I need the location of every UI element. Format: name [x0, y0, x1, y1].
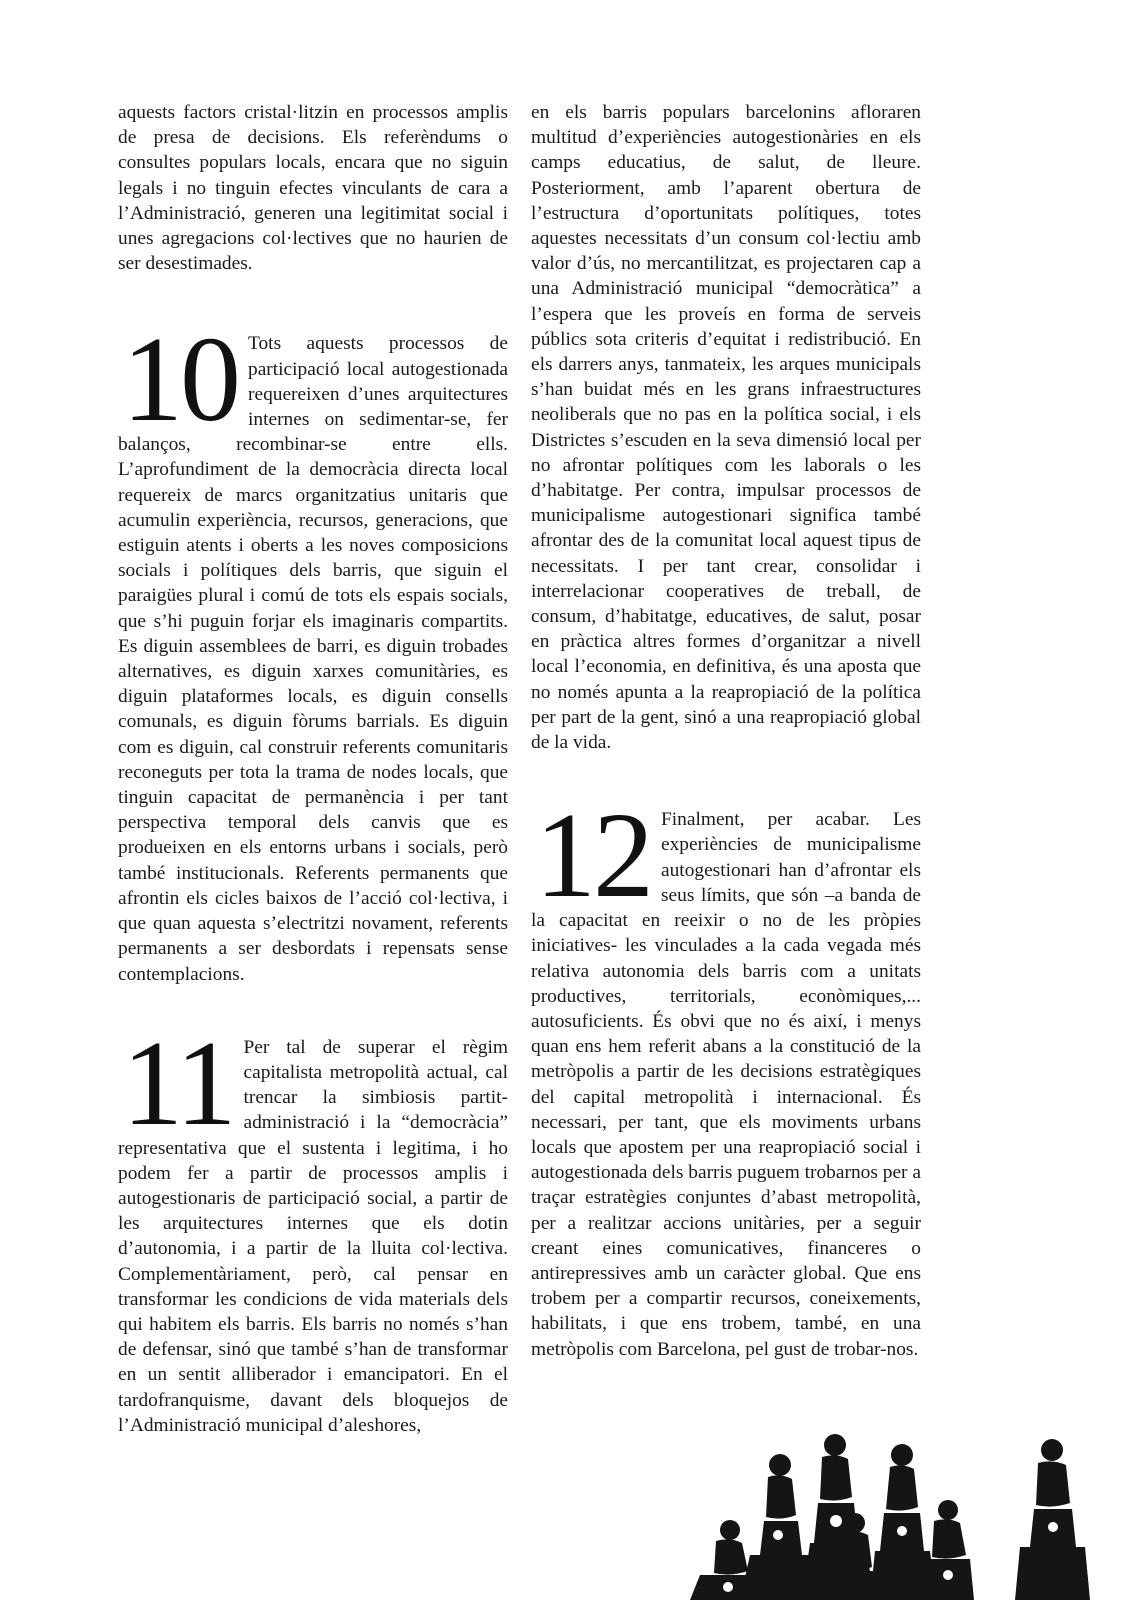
section-12-text: Finalment, per acabar. Les experiències de municipalisme autogestionari han d’afrontar els seus límits, que són –a banda de la capacitat en reeixir o no de les pròpies iniciatives- les vinculades a la cada vegada més relativa autonomia dels barris com a unitats productives, territorials, econòmiques,... autosuficients. És obvi que no és així, i menys quan ens hem referit abans a la constitució de la metròpolis a partir de les decisions estratègiques del capital metropolità i internacional. És necessari, per tant, que els moviments urbans locals que apostem per una reapropiació social i autogestionada dels barris puguem trobarnos per a traçar estratègies conjuntes d’abast metropolità, per a realitzar accions unitàries, per a seguir creant eines comunicatives, financeres o antirepressives amb un caràcter global. Que ens trobem per a compartir recursos, coneixements, habilitats, i que ens trobem, també, en una metròpolis com Barcelona, pel gust de trobar-nos. — [531, 809, 921, 1360]
right-column — [531, 100, 921, 1362]
section-10-text: Tots aquests processos de participació local autogestionada requereixen d’unes arquitectures internes on sedimentar-se, fer balanços, recombinar-se entre ells. L’aprofundiment de la democràcia directa local requereix de marcs organitzatius unitaris que acumulin experiència, recursos, generacions, que estiguin atents i oberts a les noves composicions socials i polítiques dels barris, que siguin el paraigües plural i comú de tots els espais socials, que s’hi puguin forjar els imaginaris compartits. Es diguin assemblees de barri, es diguin trobades alternatives, es diguin xarxes comunitàries, es diguin plataformes locals, es diguin consells comunals, es diguin fòrums barrials. Es diguin com es diguin, cal construir referents comunitaris reconeguts per tota la trama de nodes locals, que tinguin capacitat de permanència i per tant perspectiva temporal dels canvis que es produeixen en els entorns urbans i socials, però també institucionals. Referents permanents que afrontin els cicles baixos de l’acció col·lectiva, i que quan aquesta s’electritzi novament, referents permanents a ser desbordats i repensats sense contemplacions. — [118, 333, 508, 985]
section-12 — [531, 807, 921, 1361]
section-10-number: 10 — [122, 331, 238, 448]
section-10 — [118, 331, 508, 986]
section-11-number: 11 — [122, 1034, 234, 1151]
figure-7 — [1030, 1439, 1076, 1547]
section-11 — [118, 1035, 508, 1438]
section-11-text: Per tal de superar el règim capitalista metropolità actual, cal trencar la simbiosis partit-administració i la “democràcia” representativa que el sustenta i legitima, i ho podem fer a partir de processos amplis i autogestionaris de participació social, a partir de les arquitectures internes que els dotin d’autonomia, i a partir de la lluita col·lectiva. Complementàriament, però, cal pensar en transformar les condicions de vida materials dels qui habitem els barris. Els barris no només s’han de defensar, sinó que també s’han de transformar en un sentit alliberador i emancipatori. En el tardofranquisme, davant dels bloquejos de l’Administració municipal d’aleshores, — [118, 1036, 508, 1436]
figure-1 — [760, 1454, 802, 1555]
left-column — [118, 100, 508, 1438]
section-12-number: 12 — [535, 807, 651, 924]
continuation-paragraph: en els barris populars barcelonins afloraren multitud d’experiències autogestionàries en els camps educatius, de salut, de lleure. Posteriorment, amb l’aparent obertura de l’estructura d’oportunitats polítiques, totes aquestes necessitats d’un consum col·lectiu amb valor d’ús, no mercantilitzat, es projectaren cap a una Administració municipal “democràtica” a l’espera que les proveís en forma de serveis públics sota criteris d’equitat i redistribució. En els darrers anys, tanmateix, les arques municipals s’han buidat més en les grans infraestructures neoliberals que no pas en la política social, i els Districtes s’escuden en la seva dimensió local per no afrontar polítiques com les laborals o les d’habitatge. Per contra, impulsar processos de municipalisme autogestionari significa també afrontar des de la comunitat local aquest tipus de necessitats. I per tant crear, consolidar i interrelacionar cooperatives de treball, de consum, d’habitatge, educatives, de salut, posar en pràctica altres formes d’organitzar a nivell local l’economia, en definitiva, és una aposta que no només apunta a la reapropiació de la política per part de la gent, sinó a una reapropiació global de la vida. — [531, 102, 921, 754]
protest-photo-collage — [690, 1425, 1126, 1600]
figure-3 — [880, 1444, 924, 1551]
intro-paragraph: aquests factors cristal·litzin en processos amplis de presa de decisions. Els referèndums o consultes populars locals, encara que no siguin legals i no tinguin efectes vinculants de cara a l’Administració, generen una legitimitat social i unes agregacions col·lectives que no haurien de ser desestimades. — [118, 102, 508, 275]
